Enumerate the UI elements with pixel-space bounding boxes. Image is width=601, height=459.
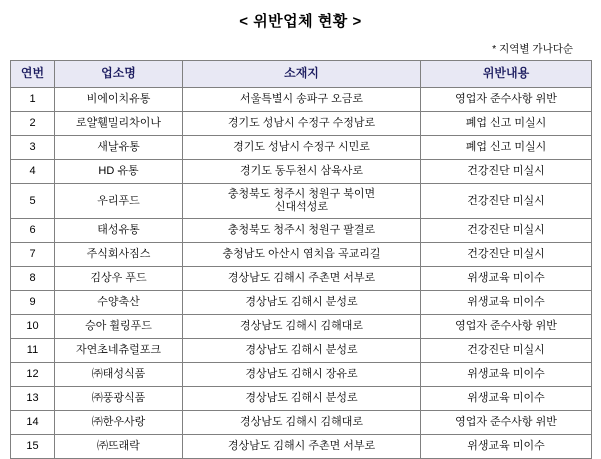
cell-address: 경기도 성남시 수정구 수정남로 [183,112,421,136]
table-row [11,411,592,435]
cell-business-name: ㈜태성식품 [55,363,183,387]
cell-no: 9 [11,291,55,315]
table-row [11,184,592,219]
column-header-violation: 위반내용 [421,61,592,88]
cell-address-line: 신대석성로 [274,201,329,213]
cell-address: 경상남도 김해시 김해대로 [183,411,421,435]
cell-violation: 건강진단 미실시 [421,339,592,363]
cell-address: 경상남도 김해시 주촌면 서부로 [183,435,421,459]
cell-address: 경상남도 김해시 주촌면 서부로 [183,267,421,291]
cell-no: 15 [11,435,55,459]
table-header [11,61,592,88]
cell-business-name: 새날유통 [55,136,183,160]
cell-violation: 건강진단 미실시 [421,160,592,184]
table-row [11,160,592,184]
cell-address: 충청북도 청주시 청원구 팔결로 [183,219,421,243]
cell-address: 경기도 성남시 수정구 시민로 [183,136,421,160]
cell-no: 2 [11,112,55,136]
cell-violation: 위생교육 미이수 [421,435,592,459]
cell-address: 서울특별시 송파구 오금로 [183,88,421,112]
cell-business-name: ㈜뜨래락 [55,435,183,459]
cell-violation: 위생교육 미이수 [421,363,592,387]
cell-address: 경상남도 김해시 김해대로 [183,315,421,339]
cell-address: 충청남도 아산시 염치읍 곡교리길 [183,243,421,267]
cell-address: 경상남도 김해시 분성로 [183,387,421,411]
table-row [11,363,592,387]
cell-violation: 영업자 준수사항 위반 [421,88,592,112]
table-row [11,267,592,291]
table-row [11,339,592,363]
table-row [11,243,592,267]
table-row [11,136,592,160]
cell-violation: 폐업 신고 미실시 [421,112,592,136]
cell-no: 13 [11,387,55,411]
cell-violation: 영업자 준수사항 위반 [421,315,592,339]
cell-no: 11 [11,339,55,363]
table-body [11,88,592,459]
cell-business-name: ㈜풍광식품 [55,387,183,411]
cell-address: 경기도 동두천시 삼육사로 [183,160,421,184]
violation-table [10,60,592,459]
cell-business-name: 김상우 푸드 [55,267,183,291]
table-row [11,112,592,136]
cell-violation: 건강진단 미실시 [421,219,592,243]
cell-business-name: 자연초네츄럴포크 [55,339,183,363]
cell-violation: 영업자 준수사항 위반 [421,411,592,435]
cell-no: 1 [11,88,55,112]
cell-no: 5 [11,184,55,219]
table-row [11,435,592,459]
cell-violation: 건강진단 미실시 [421,243,592,267]
cell-address: 경상남도 김해시 장유로 [183,363,421,387]
cell-business-name: 우리푸드 [55,184,183,219]
violation-table-container [10,60,591,459]
cell-address-line: 충청북도 청주시 청원구 북이면 [227,188,376,201]
page-title: < 위반업체 현황 > [239,13,362,30]
table-row [11,387,592,411]
table-row [11,291,592,315]
cell-violation: 위생교육 미이수 [421,267,592,291]
column-header-no: 연번 [11,61,55,88]
cell-no: 3 [11,136,55,160]
cell-no: 4 [11,160,55,184]
cell-no: 12 [11,363,55,387]
table-row [11,88,592,112]
column-header-business-name: 업소명 [55,61,183,88]
table-header-row [11,61,592,88]
document-page [0,10,601,453]
cell-business-name: 수양축산 [55,291,183,315]
cell-business-name: 비에이치유통 [55,88,183,112]
cell-address [183,184,421,219]
cell-address: 경상남도 김해시 분성로 [183,291,421,315]
table-row [11,219,592,243]
cell-no: 8 [11,267,55,291]
cell-address: 경상남도 김해시 분성로 [183,339,421,363]
cell-violation: 건강진단 미실시 [421,184,592,219]
cell-business-name: 로얄휄밀리차이나 [55,112,183,136]
cell-business-name: 태성유통 [55,219,183,243]
cell-business-name: ㈜한우사랑 [55,411,183,435]
cell-violation: 위생교육 미이수 [421,291,592,315]
table-row [11,315,592,339]
cell-no: 10 [11,315,55,339]
cell-no: 7 [11,243,55,267]
cell-no: 14 [11,411,55,435]
cell-violation: 위생교육 미이수 [421,387,592,411]
cell-no: 6 [11,219,55,243]
cell-business-name: 승아 휠링푸드 [55,315,183,339]
cell-business-name: 주식회사짐스 [55,243,183,267]
cell-business-name: HD 유통 [55,160,183,184]
sort-note: * 지역별 가나다순 [492,43,573,55]
cell-violation: 폐업 신고 미실시 [421,136,592,160]
column-header-address: 소재지 [183,61,421,88]
